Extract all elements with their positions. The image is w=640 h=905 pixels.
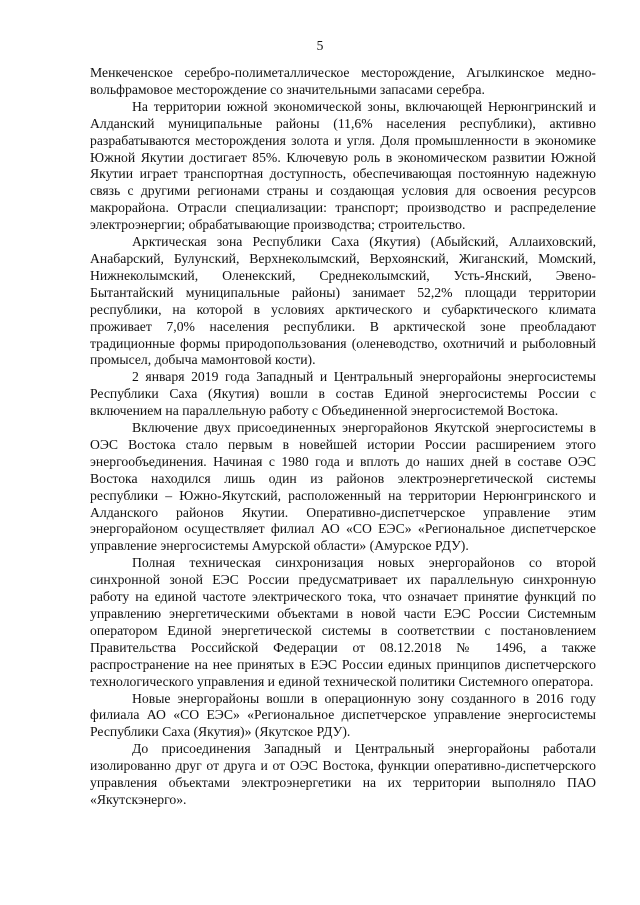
page-number: 5 [316,38,324,53]
paragraph-1: Менкеченское серебро-полиметаллическое месторождение, Агылкинское медно-вольфрамовое месторождение со значительными запасами серебра. [90,65,596,97]
paragraph-2: На территории южной экономической зоны, включающей Нерюнгринский и Алданский муниципальные районы (11,6% населения республики), активно разрабатываются месторождения золота и угля. Доля промышленности в экономике Южной Якутии достигает 85%. Ключевую роль в экономическом развитии Южной Якутии играет транспортная доступность, обеспечивающая постоянную надежную связь с другими регионами страны и создающая условия для освоения ресурсов макрорайона. Отрасли специализации: транспорт; производство и распределение электроэнергии; обрабатывающие производства; строительство. [90,98,596,233]
paragraph-6: Полная техническая синхронизация новых энергорайонов со второй синхронной зоной ЕЭС России предусматривает их параллельную синхронную работу на единой частоте электрического тока, что означает принятие функций по управлению энергетическими объектами в новой части ЕЭС России Системным оператором Единой энергетической системы в соответствии с постановлением Правительства Российской Федерации от 08.12.2018 № 1496, а также распространение на нее принятых в ЕЭС России единых принципов диспетчерского технологического управления и единой технической политики Системного оператора. [90,555,596,689]
paragraph-5: Включение двух присоединенных энергорайонов Якутской энергосистемы в ОЭС Востока стало первым в новейшей истории России расширением этого энергообъединения. Начиная с 1980 года и вплоть до наших дней в составе ОЭС Востока находился лишь один из районов электроэнергетической системы республики – Южно-Якутский, расположенный на территории Нерюнгринского и Алданского районов Якутии. Оперативно-диспетчерское управление этим энергорайоном осуществляет филиал АО «СО ЕЭС» «Региональное диспетчерское управление энергосистемы Амурской области» (Амурское РДУ). [90,420,596,554]
document-body [90,65,596,809]
paragraph-4: 2 января 2019 года Западный и Центральный энергорайоны энергосистемы Республики Саха (Якутия) вошли в состав Единой энергосистемы России с включением на параллельную работу с Объединенной энергосистемой Востока. [90,369,596,419]
paragraph-7: Новые энергорайоны вошли в операционную зону созданного в 2016 году филиала АО «СО ЕЭС» «Региональное диспетчерское управление энергосистемы Республики Саха (Якутия)» (Якутское РДУ). [90,690,596,740]
paragraph-3: Арктическая зона Республики Саха (Якутия) (Абыйский, Аллаиховский, Анабарский, Булунский, Верхнеколымский, Верхоянский, Жиганский, Момский, Нижнеколымский, Оленекский, Среднеколымский, Усть-Янский, Эвено-Бытантайский муниципальные районы) занимает 52,2% площади территории республики, на которой в условиях арктического и субарктического климата проживает 7,0% населения республики. В арктической зоне преобладают традиционные формы природопользования (оленеводство, охотничий и рыболовный промысел, добыча мамонтовой кости). [90,234,596,368]
paragraph-8: До присоединения Западный и Центральный энергорайоны работали изолированно друг от друга и от ОЭС Востока, функции оперативно-диспетчерского управления объектами электроэнергетики на их территории выполняло ПАО «Якутскэнерго». [90,741,596,807]
